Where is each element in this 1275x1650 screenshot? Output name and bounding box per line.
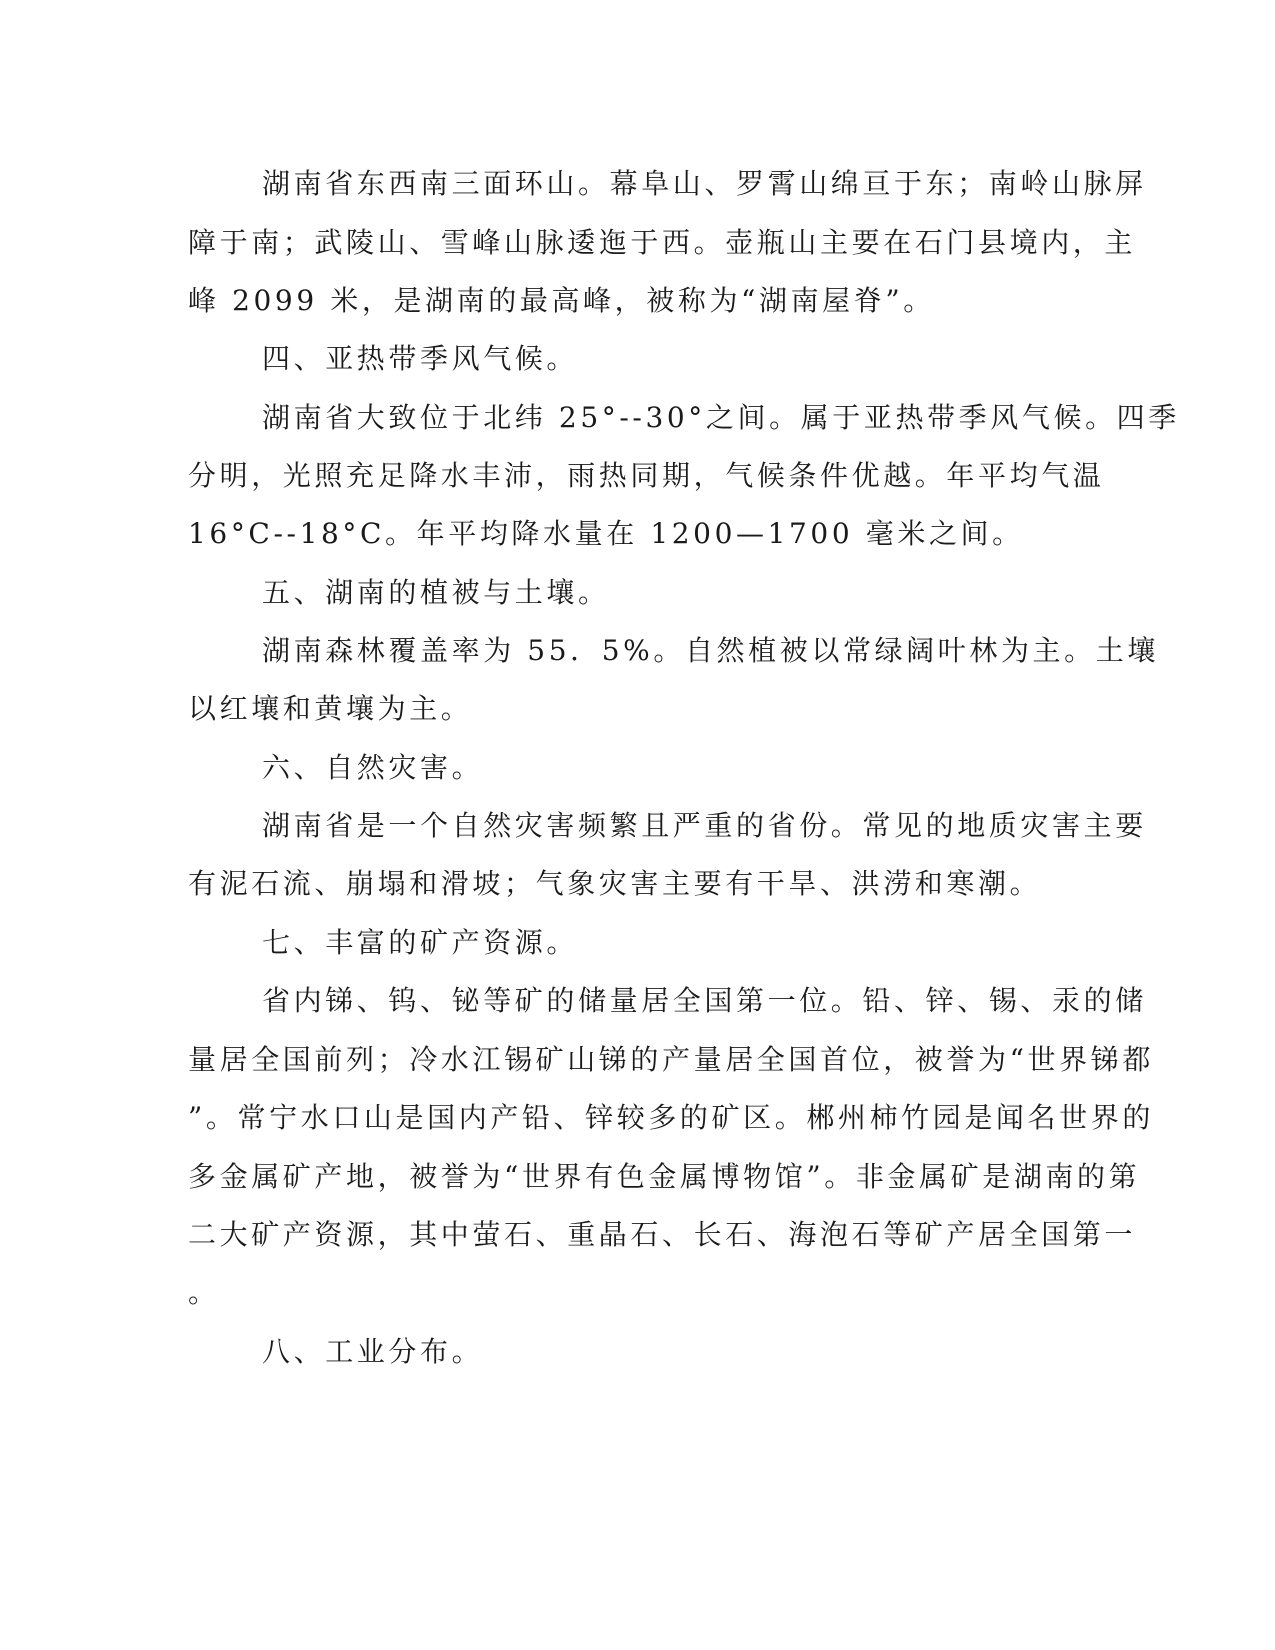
text-line: 障于南；武陵山、雪峰山脉逶迤于西。壶瓶山主要在石门县境内，主 — [188, 226, 1137, 259]
text-line: 湖南省是一个自然灾害频繁且严重的省份。常见的地质灾害主要 — [262, 809, 1147, 842]
text-line: 省内锑、钨、铋等矿的储量居全国第一位。铅、锌、锡、汞的储 — [262, 984, 1147, 1017]
text-line: 多金属矿产地，被誉为“世界有色金属博物馆”。非金属矿是湖南的第 — [188, 1160, 1141, 1193]
text-line: 16°C--18°C。年平均降水量在 1200—1700 毫米之间。 — [188, 517, 1024, 550]
text-line: 湖南森林覆盖率为 55．5%。自然植被以常绿阔叶林为主。土壤 — [262, 634, 1159, 667]
text-line: 以红壤和黄壤为主。 — [188, 692, 473, 725]
text-line: 峰 2099 米，是湖南的最高峰，被称为“湖南屋脊”。 — [188, 284, 935, 317]
text-line: 量居全国前列；冷水江锡矿山锑的产量居全国首位，被誉为“世界锑都 — [188, 1043, 1154, 1076]
text-line: 湖南省大致位于北纬 25°--30°之间。属于亚热带季风气候。四季 — [262, 401, 1180, 434]
text-line: 。 — [188, 1276, 220, 1309]
section-heading: 八、工业分布。 — [262, 1335, 484, 1368]
text-line: 有泥石流、崩塌和滑坡；气象灾害主要有干旱、洪涝和寒潮。 — [188, 867, 1042, 900]
section-heading: 六、自然灾害。 — [262, 751, 484, 784]
text-line: ”。常宁水口山是国内产铅、锌较多的矿区。郴州柿竹园是闻名世界的 — [188, 1101, 1154, 1134]
text-line: 二大矿产资源，其中萤石、重晶石、长石、海泡石等矿产居全国第一 — [188, 1218, 1137, 1251]
section-heading: 五、湖南的植被与土壤。 — [262, 576, 610, 609]
text-line: 分明，光照充足降水丰沛，雨热同期，气候条件优越。年平均气温 — [188, 459, 1105, 492]
section-heading: 四、亚热带季风气候。 — [262, 342, 579, 375]
text-line: 湖南省东西南三面环山。幕阜山、罗霄山绵亘于东；南岭山脉屏 — [262, 167, 1147, 200]
section-heading: 七、丰富的矿产资源。 — [262, 926, 579, 959]
